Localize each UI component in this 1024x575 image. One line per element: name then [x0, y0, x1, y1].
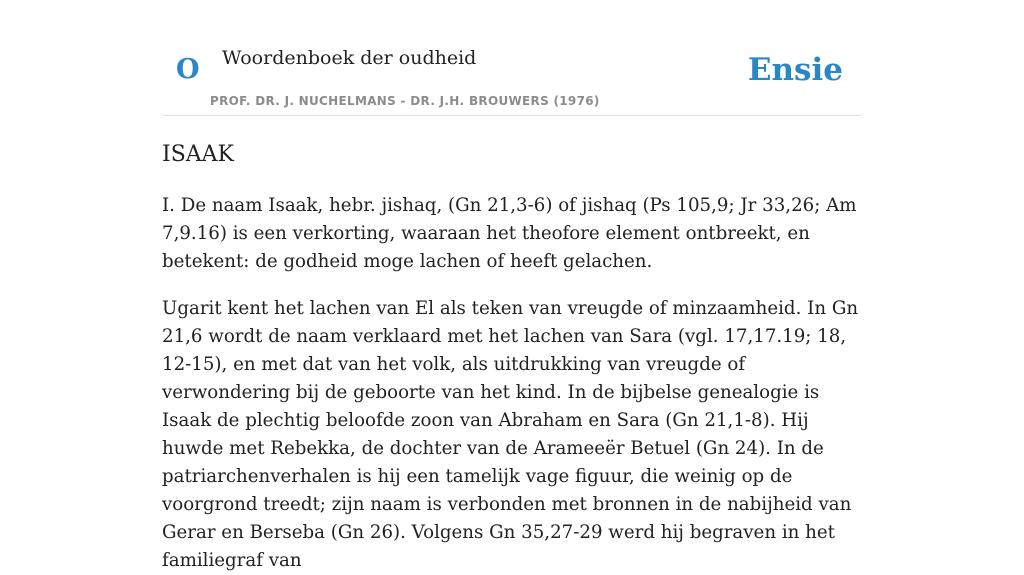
index-letter[interactable]: O: [176, 54, 200, 85]
entry-paragraph: I. De naam Isaak, hebr. jishaq, (Gn 21,3-6) of jishaq (Ps 105,9; Jr 33,26; Am 7,9.16) is een verkorting, waaraan het theofore element ontbreekt, en betekent: de godheid moge lachen of heeft gelachen.: [162, 195, 857, 272]
ensie-logo[interactable]: Ensie: [747, 52, 843, 88]
book-authors: PROF. DR. J. NUCHELMANS - DR. J.H. BROUWERS (1976): [210, 94, 600, 108]
entry-title: ISAAK: [162, 142, 234, 167]
header: [162, 0, 862, 116]
entry-paragraph: Ugarit kent het lachen van El als teken van vreugde of minzaamheid. In Gn 21,6 wordt de naam verklaard met het lachen van Sara (vgl. 17,17.19; 18, 12-15), en met dat van het volk, als uitdrukking van vreugde of verwondering bij de geboorte van het kind. In de bijbelse genealogie is Isaak de plechtig beloofde zoon van Abraham en Sara (Gn 21,1-8). Hij huwde met Rebekka, de dochter van de Arameeër Betuel (Gn 24). In de patriarchenverhalen is hij een tamelijk vage figuur, die weinig op de voorgrond treedt; zijn naam is verbonden met bronnen in de nabijheid van Gerar en Berseba (Gn 26). Volgens Gn 35,27-29 werd hij begraven in het familiegraf van: [162, 298, 859, 571]
book-title[interactable]: Woordenboek der oudheid: [222, 47, 477, 69]
page: [162, 0, 862, 575]
